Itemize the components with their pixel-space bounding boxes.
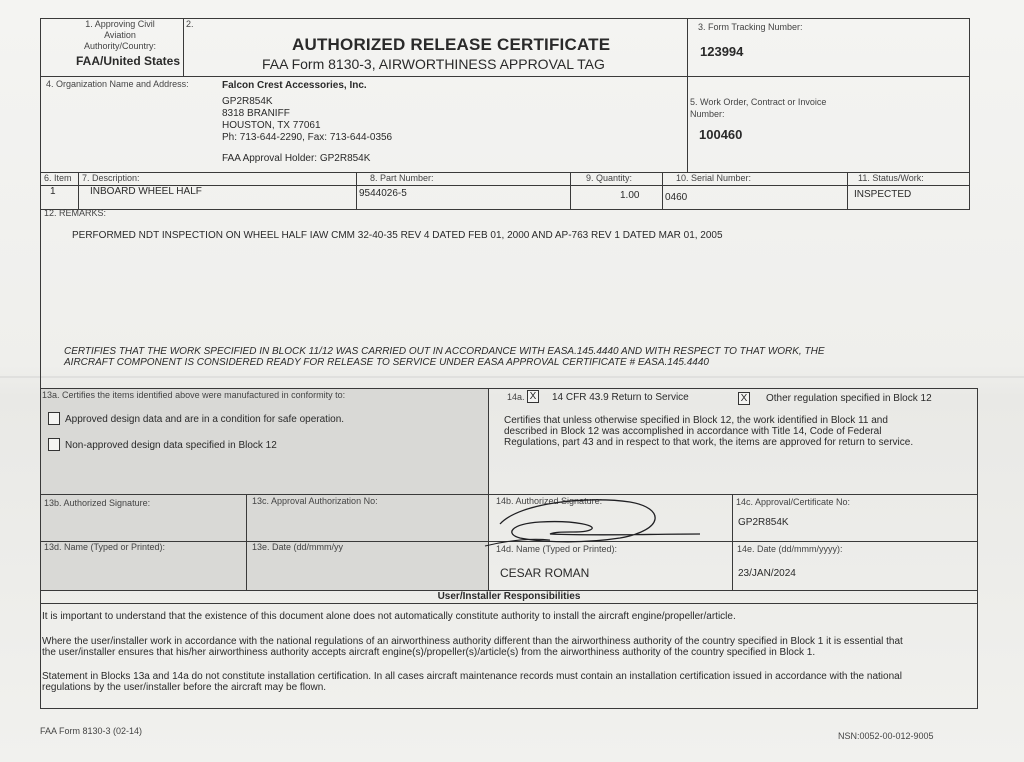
block14e-label: 14e. Date (dd/mmm/yyyy): — [737, 544, 843, 554]
block14d-label: 14d. Name (Typed or Printed): — [496, 544, 618, 554]
items-bottom — [40, 209, 969, 210]
block13c-label: 13c. Approval Authorization No: — [252, 496, 378, 506]
row-serial: 0460 — [665, 192, 688, 203]
block14-cert-line2: described in Block 12 was accomplished in accordance with Title 14, Code of Federal — [504, 426, 882, 437]
hdr-div1 — [183, 18, 184, 76]
resp-p3-line2: regulations by the user/installer before the aircraft may be flown. — [42, 682, 327, 693]
block13b-label: 13b. Authorized Signature: — [44, 498, 151, 508]
col-item: 6. Item — [44, 173, 72, 183]
block14b-label: 14b. Authorized Signature: — [496, 496, 603, 506]
frame-right — [969, 18, 970, 210]
tracking-number: 123994 — [700, 44, 744, 59]
block14c-value: GP2R854K — [738, 517, 789, 528]
checkbox-nonapproved-design[interactable] — [48, 438, 60, 451]
col-serial: 10. Serial Number: — [676, 173, 752, 183]
release-certificate-form — [40, 18, 970, 724]
col-quantity: 9. Quantity: — [586, 173, 633, 183]
sig-div-right — [732, 494, 733, 590]
org-line2: 8318 BRANIFF — [222, 108, 290, 119]
items-div3 — [570, 172, 571, 209]
authorized-signature — [480, 494, 700, 548]
checkbox-approved-design[interactable] — [48, 412, 60, 425]
remarks-cert-line2: AIRCRAFT COMPONENT IS CONSIDERED READY FOR RELEASE TO SERVICE UNDER EASA APPROVAL CERTIFICATE # EASA.145.4440 — [64, 357, 709, 368]
remarks-cert-line1: CERTIFIES THAT THE WORK SPECIFIED IN BLOCK 11/12 WAS CARRIED OUT IN ACCORDANCE WITH EASA.145.4440 AND WITH RESPECT TO THAT WORK, THE — [64, 346, 825, 357]
remarks-text: PERFORMED NDT INSPECTION ON WHEEL HALF IAW CMM 32-40-35 REV 4 DATED FEB 01, 2000 AND AP-763 REV 1 DATED MAR 01, 2005 — [72, 230, 723, 241]
block12-label: 12. REMARKS: — [44, 208, 107, 218]
checkbox-other-regulation[interactable]: X — [738, 392, 750, 405]
block13d-label: 13d. Name (Typed or Printed): — [44, 542, 166, 552]
block13a-label: 13a. Certifies the items identified above were manufactured in conformity to: — [42, 390, 346, 400]
opt-14cfr-return: 14 CFR 43.9 Return to Service — [552, 392, 689, 403]
block4-label: 4. Organization Name and Address: — [46, 79, 189, 89]
resp-p1: It is important to understand that the existence of this document alone does not automatically constitute authority to install the aircraft engine/propeller/article. — [42, 611, 736, 622]
opt-other-regulation: Other regulation specified in Block 12 — [766, 393, 932, 404]
authority-value: FAA/United States — [76, 54, 181, 68]
block14c-label: 14c. Approval/Certificate No: — [736, 497, 851, 507]
row-part-number: 9544026-5 — [359, 188, 407, 199]
block14-cert-line1: Certifies that unless otherwise specified in Block 12, the work identified in Block 11 and — [504, 415, 888, 426]
opt-approved-design: Approved design data and are in a condition for safe operation. — [65, 414, 345, 425]
org-approval-holder: FAA Approval Holder: GP2R854K — [222, 153, 371, 164]
row-quantity: 1.00 — [620, 190, 640, 201]
items-div1 — [78, 172, 79, 209]
resp-p2-line1: Where the user/installer work in accordance with the national regulations of an airworthiness authority different than the airworthiness authority of the country specified in Block 1 it is essential that — [42, 636, 903, 647]
col-status: 11. Status/Work: — [858, 173, 924, 183]
frame-right-lower — [977, 388, 978, 708]
form-subtitle: FAA Form 8130-3, AIRWORTHINESS APPROVAL TAG — [262, 56, 605, 72]
block2-label: 2. — [186, 19, 194, 29]
blocks-top — [40, 388, 978, 389]
row-description: INBOARD WHEEL HALF — [90, 186, 202, 197]
block14d-value: CESAR ROMAN — [500, 566, 590, 580]
form-id: FAA Form 8130-3 (02-14) — [40, 726, 143, 736]
org-phone: Ph: 713-644-2290, Fax: 713-644-0356 — [222, 132, 393, 143]
checkbox-14cfr-return[interactable]: X — [527, 390, 539, 403]
frame-bottom — [40, 708, 978, 709]
block3-label: 3. Form Tracking Number: — [698, 22, 803, 32]
block13e-label: 13e. Date (dd/mmm/yy — [252, 542, 344, 552]
frame-top — [40, 18, 969, 19]
frame-left — [40, 18, 41, 708]
row-status: INSPECTED — [854, 189, 912, 200]
col-description: 7. Description: — [82, 173, 140, 183]
org-name: Falcon Crest Accessories, Inc. — [222, 80, 367, 91]
items-top — [40, 172, 969, 173]
form-title: AUTHORIZED RELEASE CERTIFICATE — [292, 35, 611, 54]
hdr-bottom — [40, 76, 969, 77]
org-line1: GP2R854K — [222, 96, 273, 107]
sig-div-left — [246, 494, 247, 590]
items-div4 — [662, 172, 663, 209]
resp-p3-line1: Statement in Blocks 13a and 14a do not constitute installation certification. In all cases aircraft maintenance records must contain an installation certification issued in accordance with the national — [42, 671, 902, 682]
opt-nonapproved-design: Non-approved design data specified in Block 12 — [65, 440, 277, 451]
hdr-div2 — [687, 18, 688, 172]
block1-label: 1. Approving Civil Aviation Authority/Country: — [83, 19, 157, 51]
row-item: 1 — [50, 186, 56, 197]
block14a-label: 14a. — [507, 392, 525, 402]
resp-title-bottom — [40, 603, 978, 604]
block14-cert-line3: Regulations, part 43 and in respect to that work, the items are approved for return to service. — [504, 437, 914, 448]
resp-p2-line2: the user/installer ensures that his/her airworthiness authority accepts aircraft engine(s)/propeller(s)/article(s) from the airworthiness authority of the country specified in Block 1. — [42, 647, 816, 658]
block14e-value: 23/JAN/2024 — [738, 568, 796, 579]
col-part-number: 8. Part Number: — [370, 173, 434, 183]
work-order-value: 100460 — [699, 127, 743, 142]
nsn: NSN:0052-00-012-9005 — [838, 731, 934, 741]
items-div2 — [356, 172, 357, 209]
items-div5 — [847, 172, 848, 209]
block5-label: 5. Work Order, Contract or Invoice Number: — [690, 97, 827, 119]
blocks-center — [488, 388, 489, 590]
resp-title: User/Installer Responsibilities — [437, 591, 581, 602]
org-line3: HOUSTON, TX 77061 — [222, 120, 321, 131]
